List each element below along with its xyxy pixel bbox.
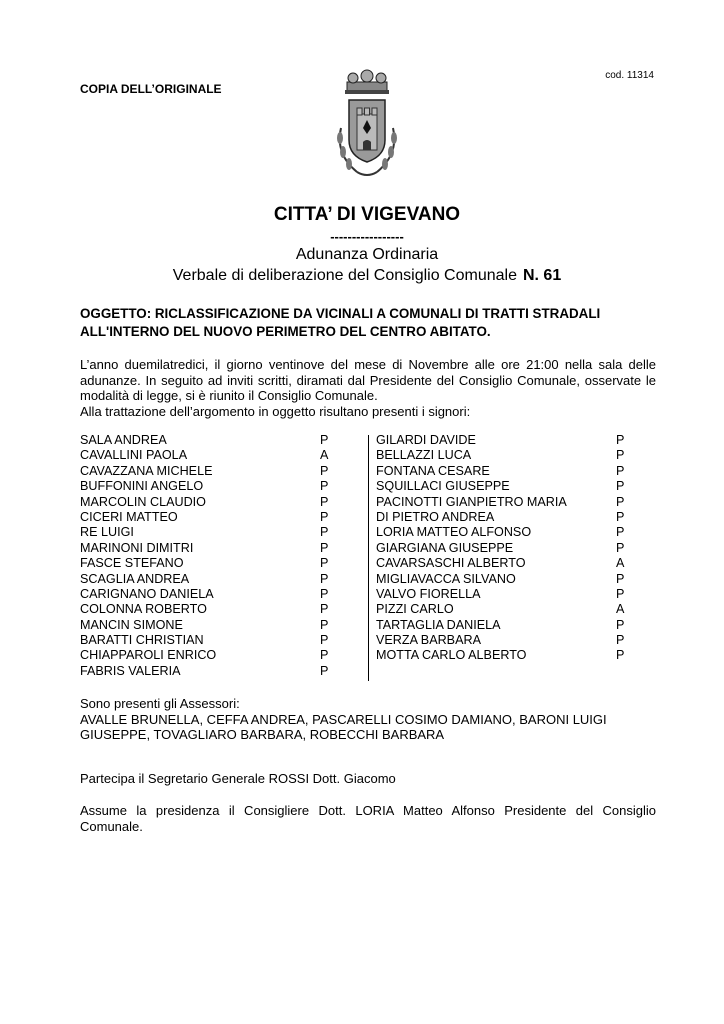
roster-left-column bbox=[80, 433, 330, 679]
member-name: FONTANA CESARE bbox=[376, 463, 490, 478]
member-name: TARTAGLIA DANIELA bbox=[376, 617, 501, 632]
attendance-roster bbox=[80, 433, 656, 681]
presidency-line: Assume la presidenza il Consigliere Dott. LORIA Matteo Alfonso Presidente del Consiglio Comunale. bbox=[80, 803, 656, 834]
member-name: CHIAPPAROLI ENRICO bbox=[80, 648, 217, 663]
member-name: MARINONI DIMITRI bbox=[80, 540, 194, 555]
verbale-text: Verbale di deliberazione del Consiglio Comunale bbox=[172, 267, 517, 284]
roster-row bbox=[80, 633, 330, 648]
member-name: PIZZI CARLO bbox=[376, 602, 454, 617]
intro-paragraph bbox=[80, 357, 656, 419]
member-name: FASCE STEFANO bbox=[80, 556, 184, 571]
attendance-status: P bbox=[320, 663, 329, 678]
attendance-status: A bbox=[320, 448, 329, 463]
roster-row bbox=[376, 479, 656, 494]
roster-row bbox=[376, 464, 656, 479]
member-name: MARCOLIN CLAUDIO bbox=[80, 494, 206, 509]
roster-row bbox=[80, 602, 330, 617]
attendance-status: A bbox=[616, 556, 625, 571]
roster-row bbox=[80, 495, 330, 510]
attendance-status: P bbox=[616, 494, 625, 509]
roster-divider bbox=[368, 435, 369, 681]
roster-row bbox=[80, 479, 330, 494]
assessori-heading: Sono presenti gli Assessori: bbox=[80, 696, 240, 711]
roster-row bbox=[80, 556, 330, 571]
member-name: PACINOTTI GIANPIETRO MARIA bbox=[376, 494, 567, 509]
attendance-status: P bbox=[616, 433, 625, 447]
member-name: SCAGLIA ANDREA bbox=[80, 571, 190, 586]
member-name: CARIGNANO DANIELA bbox=[80, 586, 214, 601]
attendance-status: P bbox=[320, 540, 329, 555]
member-name: DI PIETRO ANDREA bbox=[376, 509, 495, 524]
member-name: MOTTA CARLO ALBERTO bbox=[376, 648, 527, 663]
attendance-status: P bbox=[320, 602, 329, 617]
intro-attendance-text: Alla trattazione dell’argomento in oggetto risultano presenti i signori: bbox=[80, 403, 471, 419]
member-name: SQUILLACI GIUSEPPE bbox=[376, 479, 510, 494]
assessori-block bbox=[80, 696, 656, 743]
member-name: MANCIN SIMONE bbox=[80, 617, 183, 632]
attendance-status: P bbox=[320, 479, 329, 494]
attendance-status: P bbox=[320, 525, 329, 540]
attendance-status: P bbox=[616, 540, 625, 555]
member-name: CICERI MATTEO bbox=[80, 509, 178, 524]
attendance-status: P bbox=[320, 571, 329, 586]
intro-text: L’anno duemilatredici, il giorno ventinove del mese di Novembre alle ore 21:00 nella sala delle adunanze. In seguito ad inviti scritti, diramati dal Presidente del Consiglio Comunale, osservate le modalità di legge, si è riunito il Consiglio Comunale. bbox=[80, 357, 656, 403]
roster-row bbox=[376, 602, 656, 617]
copy-label: COPIA DELL’ORIGINALE bbox=[80, 82, 222, 96]
member-name: CAVARSASCHI ALBERTO bbox=[376, 556, 526, 571]
verbale-heading bbox=[0, 267, 724, 285]
roster-right-column bbox=[376, 433, 656, 664]
roster-row bbox=[80, 587, 330, 602]
roster-row bbox=[80, 618, 330, 633]
roster-row bbox=[80, 541, 330, 556]
roster-row bbox=[80, 525, 330, 540]
subject: OGGETTO: RICLASSIFICAZIONE DA VICINALI A COMUNALI DI TRATTI STRADALI ALL'INTERNO DEL NUOVO PERIMETRO DEL CENTRO ABITATO. bbox=[80, 306, 601, 339]
attendance-status: P bbox=[320, 617, 329, 632]
attendance-status: A bbox=[616, 602, 625, 617]
attendance-status: P bbox=[616, 648, 625, 663]
roster-row bbox=[376, 541, 656, 556]
member-name: GIARGIANA GIUSEPPE bbox=[376, 540, 514, 555]
member-name: RE LUIGI bbox=[80, 525, 134, 540]
roster-row bbox=[376, 525, 656, 540]
roster-row bbox=[80, 648, 330, 663]
attendance-status: P bbox=[320, 633, 329, 648]
roster-row bbox=[376, 495, 656, 510]
roster-row bbox=[376, 648, 656, 663]
member-name: GILARDI DAVIDE bbox=[376, 433, 476, 447]
member-name: LORIA MATTEO ALFONSO bbox=[376, 525, 532, 540]
attendance-status: P bbox=[320, 494, 329, 509]
attendance-status: P bbox=[320, 556, 329, 571]
member-name: BUFFONINI ANGELO bbox=[80, 479, 204, 494]
attendance-status: P bbox=[616, 448, 625, 463]
attendance-status: P bbox=[616, 463, 625, 478]
member-name: BELLAZZI LUCA bbox=[376, 448, 472, 463]
roster-row bbox=[376, 510, 656, 525]
assessori-names: AVALLE BRUNELLA, CEFFA ANDREA, PASCARELLI COSIMO DAMIANO, BARONI LUIGI GIUSEPPE, TOVAGLIARO BARBARA, ROBECCHI BARBARA bbox=[80, 711, 607, 742]
attendance-status: P bbox=[616, 633, 625, 648]
city-title: CITTA’ DI VIGEVANO bbox=[273, 204, 461, 225]
roster-row bbox=[376, 556, 656, 571]
attendance-status: P bbox=[616, 509, 625, 524]
roster-row bbox=[376, 448, 656, 463]
member-name: BARATTI CHRISTIAN bbox=[80, 633, 204, 648]
attendance-status: P bbox=[320, 463, 329, 478]
roster-row bbox=[376, 587, 656, 602]
attendance-status: P bbox=[616, 617, 625, 632]
roster-row bbox=[80, 464, 330, 479]
document-code: cod. 11314 bbox=[605, 70, 654, 81]
roster-row bbox=[80, 433, 330, 448]
roster-row bbox=[80, 572, 330, 587]
title-separator: ----------------- bbox=[330, 229, 404, 244]
attendance-status: P bbox=[616, 479, 625, 494]
member-name: CAVALLINI PAOLA bbox=[80, 448, 188, 463]
roster-row bbox=[80, 510, 330, 525]
roster-row bbox=[80, 448, 330, 463]
member-name: CAVAZZANA MICHELE bbox=[80, 463, 213, 478]
attendance-status: P bbox=[320, 509, 329, 524]
member-name: VALVO FIORELLA bbox=[376, 586, 481, 601]
member-name: COLONNA ROBERTO bbox=[80, 602, 207, 617]
attendance-status: P bbox=[616, 571, 625, 586]
member-name: SALA ANDREA bbox=[80, 433, 167, 447]
attendance-status: P bbox=[616, 586, 625, 601]
roster-row bbox=[376, 633, 656, 648]
secretary-line: Partecipa il Segretario Generale ROSSI Dott. Giacomo bbox=[80, 771, 396, 786]
member-name: VERZA BARBARA bbox=[376, 633, 481, 648]
roster-row bbox=[376, 433, 656, 448]
member-name: MIGLIAVACCA SILVANO bbox=[376, 571, 516, 586]
attendance-status: P bbox=[616, 525, 625, 540]
attendance-status: P bbox=[320, 586, 329, 601]
roster-row bbox=[376, 618, 656, 633]
attendance-status: P bbox=[320, 433, 329, 447]
roster-row bbox=[376, 572, 656, 587]
vigevano-coat-of-arms-icon bbox=[327, 68, 407, 186]
deliberation-number: N. 61 bbox=[522, 267, 562, 284]
roster-row bbox=[80, 664, 330, 679]
session-type: Adunanza Ordinaria bbox=[295, 246, 439, 263]
member-name: FABRIS VALERIA bbox=[80, 663, 181, 678]
attendance-status: P bbox=[320, 648, 329, 663]
